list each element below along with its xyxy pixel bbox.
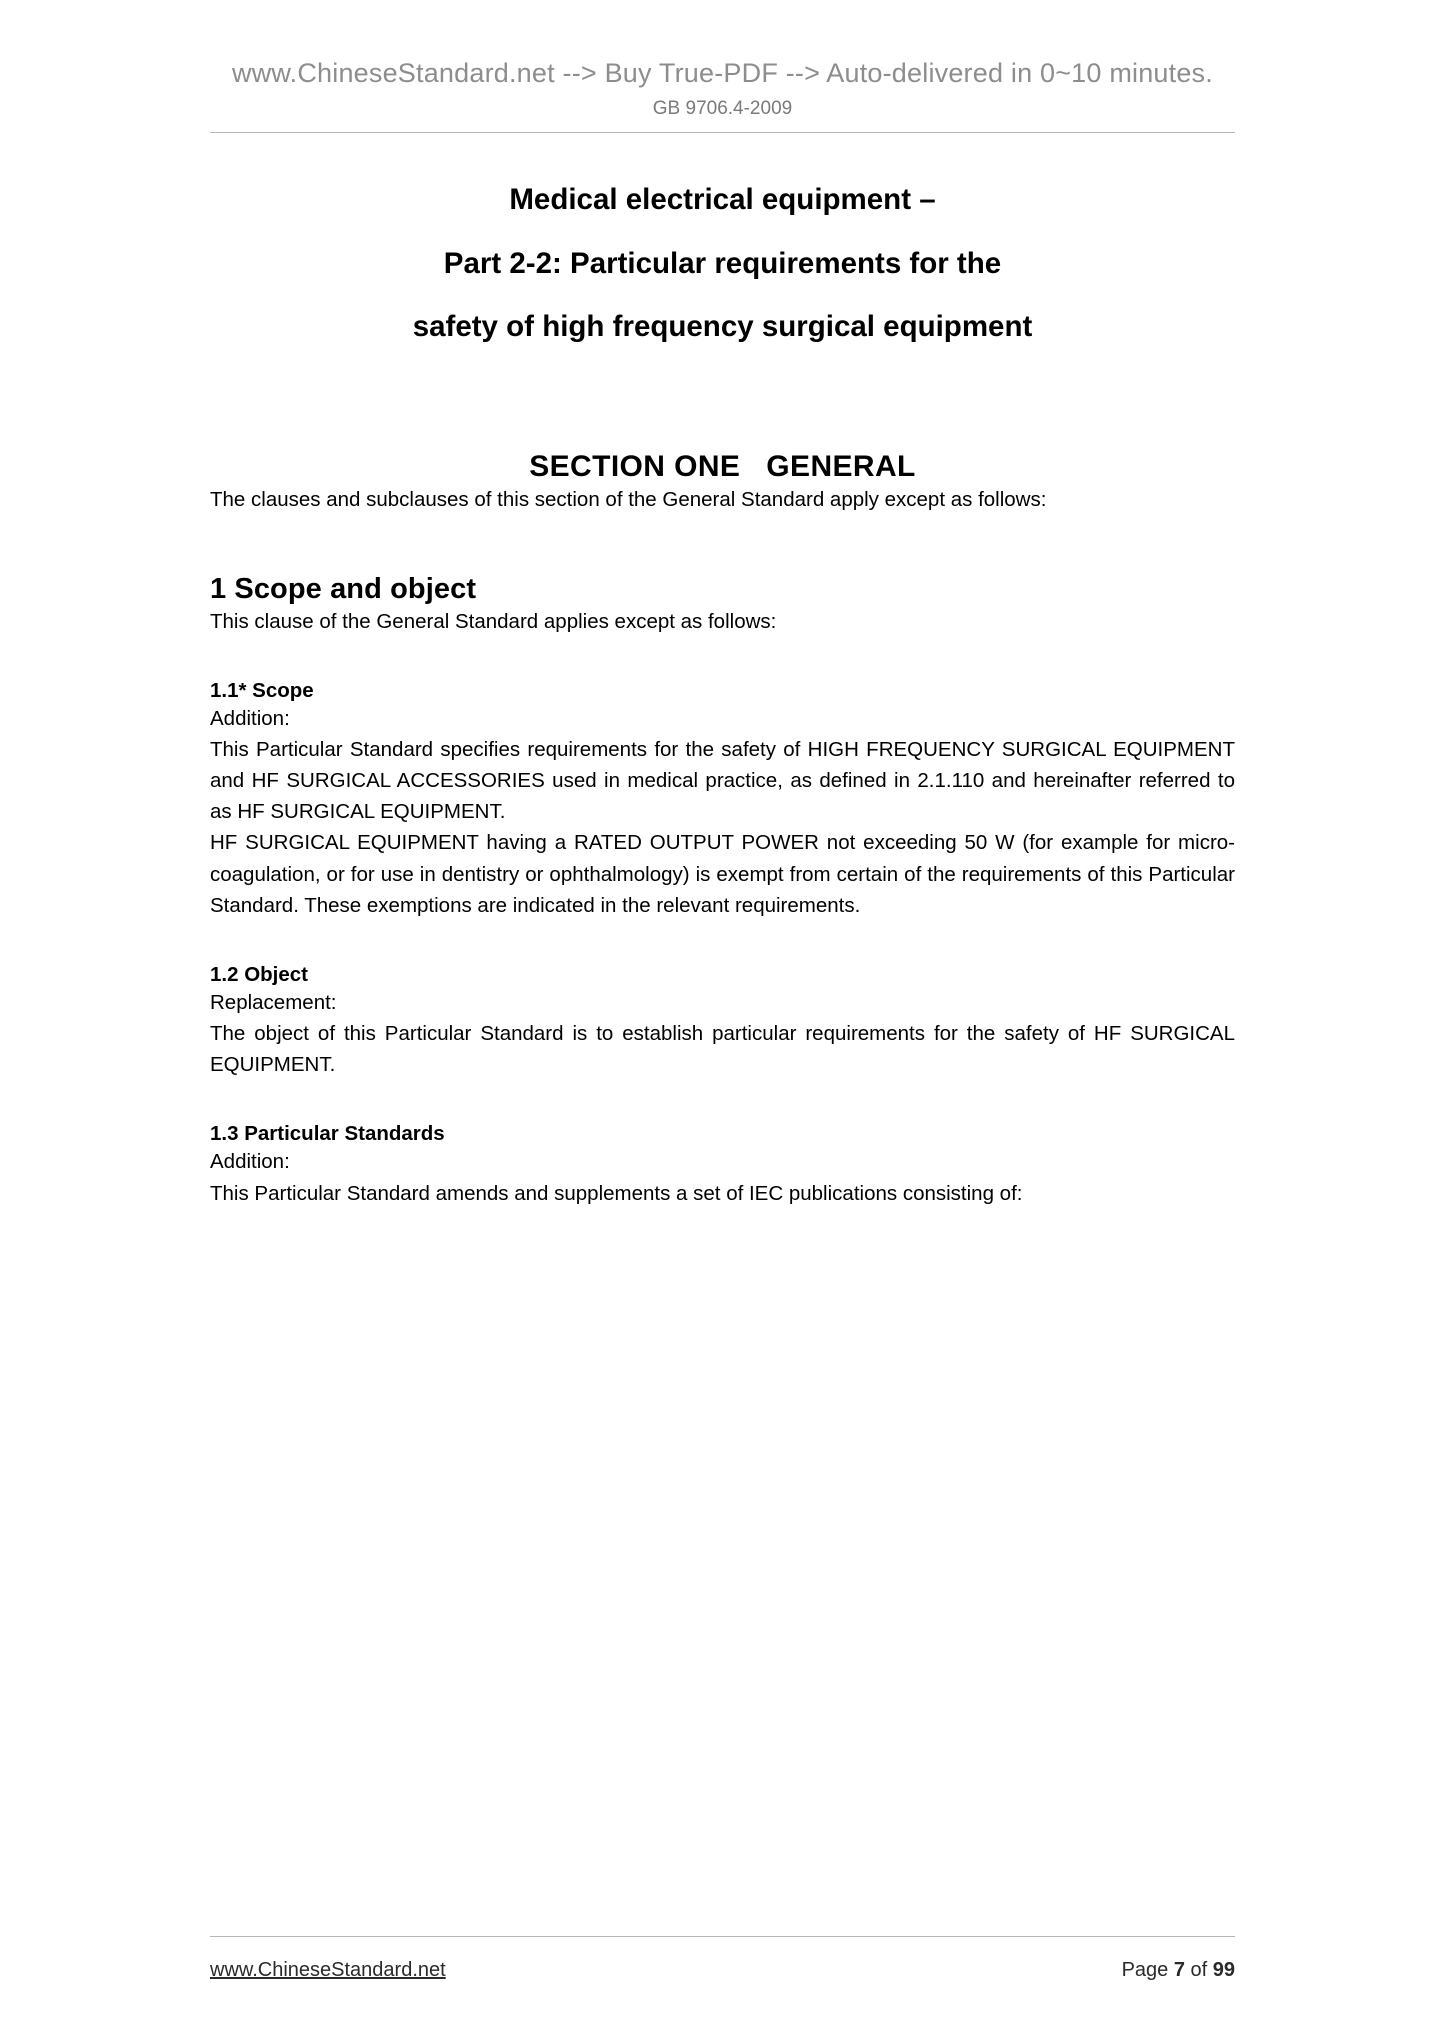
footer-page-number: 7 xyxy=(1173,1959,1185,1981)
subclause-1-2-replacement-label: Replacement: xyxy=(210,990,337,1014)
footer-page-indicator xyxy=(1122,1959,1235,1982)
subclause-1-3-addition-label: Addition: xyxy=(210,1150,290,1174)
footer-divider xyxy=(210,1936,1235,1937)
page-footer xyxy=(210,1936,1235,1982)
footer-page-prefix: Page xyxy=(1121,1959,1174,1981)
section-heading xyxy=(210,450,1235,484)
subclause-1-1-heading: 1.1* Scope xyxy=(210,678,314,702)
page-content xyxy=(210,0,1235,1209)
section-heading-general: GENERAL xyxy=(766,449,916,483)
section-intro-paragraph: The clauses and subclauses of this section of the General Standard apply except as follows: xyxy=(210,487,1047,511)
subclause-1-3-paragraph-1: This Particular Standard amends and supplements a set of IEC publications consisting of: xyxy=(210,1181,1023,1205)
footer-row xyxy=(210,1959,1235,1982)
title-line-1: Medical electrical equipment – xyxy=(509,183,936,216)
clause-1-intro-paragraph: This clause of the General Standard applies except as follows: xyxy=(210,609,777,633)
watermark-banner: www.ChineseStandard.net --> Buy True-PDF --> Auto-delivered in 0~10 minutes. xyxy=(232,58,1213,88)
clause-1-heading: 1 Scope and object xyxy=(210,572,477,605)
standard-code: GB 9706.4-2009 xyxy=(652,98,793,119)
footer-page-middle: of xyxy=(1184,1959,1213,1981)
subclause-1-2-paragraph-1: The object of this Particular Standard is to establish particular requirements for the safety of HF SURGICAL EQUIPMENT. xyxy=(210,1022,1235,1077)
section-heading-one: SECTION ONE xyxy=(529,449,741,483)
document-title xyxy=(210,185,1235,342)
subclause-1-2-heading: 1.2 Object xyxy=(210,962,308,986)
subclause-1-1-paragraph-2: HF SURGICAL EQUIPMENT having a RATED OUTPUT POWER not exceeding 50 W (for example for micro-coagulation, or for use in dentistry or ophthalmology) is exempt from certain of the requirements of this Particular Standard. These exemptions are indicated in the relevant requirements. xyxy=(210,831,1235,917)
title-line-3: safety of high frequency surgical equipment xyxy=(412,310,1033,343)
subclause-1-3-heading: 1.3 Particular Standards xyxy=(210,1122,445,1146)
footer-site-link[interactable]: www.ChineseStandard.net xyxy=(210,1959,446,1981)
title-line-2: Part 2-2: Particular requirements for the xyxy=(443,246,1002,280)
header-divider xyxy=(210,132,1235,133)
subclause-1-1-paragraph-1: This Particular Standard specifies requirements for the safety of HIGH FREQUENCY SURGICAL EQUIPMENT and HF SURGICAL ACCESSORIES used in medical practice, as defined in 2.1.110 and hereinafter referred to as HF SURGICAL EQUIPMENT. xyxy=(210,737,1235,824)
footer-page-total: 99 xyxy=(1212,1959,1235,1981)
subclause-1-1-addition-label: Addition: xyxy=(210,706,290,730)
